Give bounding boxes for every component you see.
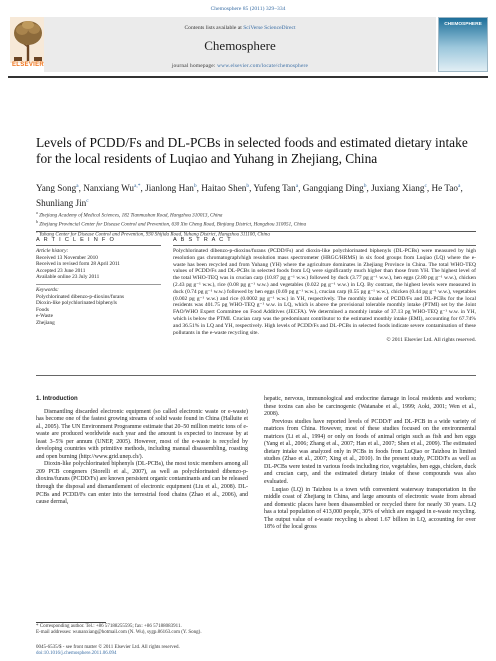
paragraph: Luqiao (LQ) in Taizhou is a town with convenient waterway transportation in the middle coast of Zhejiang in China, and large amounts of electronic waste from abroad and domestic places have been disassembled or recycled there for nearly 30 years. LQ has a total population of 413,000 people, 30% of which are engaged in e-waste recycling. The output value of e-waste recycling is about 1.67 billion in LQ, accounting for over 18% of the local gross [264,486,476,531]
author[interactable]: Juxiang Xiang$^c$ [371,183,427,194]
keyword: Foods [36,306,49,313]
contents-line [44,25,436,31]
history-item: Accepted 23 June 2011 [36,267,86,274]
article-info-heading: A R T I C L E I N F O [36,237,161,246]
affiliation: Yuhang Center for Disease Control and Prevention, 930 Shijida Road, Yuhang District, Hangzhou 311100, China [39,231,270,238]
affiliation: $^b$ Zhejiang Provincial Center for Disease Control and Prevention, 630 Xin Cheng Road, Binjiang District, Hangzhou 310051, China [36,219,307,228]
abstract-text: Polychlorinated dibenzo-p-dioxins/furans (PCDD/Fs) and dioxin-like polychlorinated biphenyls (DL-PCBs) were measured by high resolution gas chromatograph/high resolution mass spectrometer (HRGC/HRMS) in six food groups from Luqiao (LQ) where the e-waste has been recycled and from Yuhang (YH) where the agriculture dominates in Zhejiang Province in China. The total WHO-TEQ values of PCDD/Fs and DL-PCBs in selected foods from LQ were significantly much higher than those from YH. The highest level of the total WHO-TEQ was in crucian carp (10.87 pg g⁻¹ w.w.) followed by duck (3.77 pg g⁻¹ w.w.), hen eggs (2.80 pg g⁻¹ w.w.), chicken (2.43 pg g⁻¹ w.w.), rice (0.08 pg g⁻¹ w.w.) and vegetables (0.022 pg g⁻¹ w.w.) in LQ. By contrast, the highest levels were measured in duck (0.74 pg g⁻¹ w.w.) followed by hen eggs (0.69 pg g⁻¹ w.w.), crucian carp (0.55 pg g⁻¹ w.w.), chicken (0.44 pg g⁻¹ w.w.), vegetables (0.002 pg g⁻¹ w.w.) and rice (0.0002 pg g⁻¹ w.w.) in YH, respectively. The monthly intake of PCDD/Fs and DL-PCBs for the local residents was 401.75 pg WHO-TEQ g⁻¹ w.w. in LQ, which is above the provisional tolerable monthly intake (PTMI) set by the Joint FAO/WHO Expert Committee on Food Additives (JECFA). We determined a monthly intake of 37.13 pg WHO-TEQ g⁻¹ w.w. in YH, which is below the PTMI. Crucian carp was the predominant contributor to the estimated monthly intake (EMI), accounting for 67.74% and 36.51% in LQ and YH, respectively. High levels of PCDD/Fs and DL-PCBs in selected foods indicate severe contamination of these pollutants in the e-waste recycling site. [173,248,476,336]
homepage-label: journal homepage: [171,63,218,69]
keywords-label: Keywords: [36,287,59,293]
doi-link[interactable]: doi:10.1016/j.chemosphere.2011.06.094 [36,651,117,656]
paragraph: hepatic, nervous, immunological and endocrine damage in local residents and workers; these toxins can also be carcinogenic (Watanabe et al., 1999; Aoki, 2001; Wen et al., 2008). [264,396,476,418]
journal-cover-thumbnail[interactable] [438,17,488,72]
corresponding-author-footnote [36,624,248,636]
article-title: Levels of PCDD/Fs and DL-PCBs in selected foods and estimated dietary intake for the local residents of Luqiao and Yuhang in Zhejiang, China [36,135,468,166]
author[interactable]: He Tao$^a$ [431,183,461,194]
issn-line: 0045-6535/$ - see front matter © 2011 Elsevier Ltd. All rights reserved. [36,645,180,650]
elsevier-tree-logo [10,17,46,63]
footnote-divider [36,622,106,623]
author-list: Yang Song$^a$, Nanxiang $Wu^{a,*}$, Jianlong Han$^b$, Haitao Shen$^b$, Yufeng Tan$^a$, Gangqiang Ding$^b$, Juxiang Xiang$^c$, He Tao$^a$, Shunliang Jin$^c$ [36,183,463,208]
cover-title: CHEMOSPHERE [444,22,482,27]
abstract-heading: A B S T R A C T [173,237,476,246]
author[interactable]: Yang Song$^a$ [36,183,79,194]
body-column-left [36,396,248,507]
publisher-name: ELSEVIER [11,62,45,68]
affiliation: $^a$ Zhejiang Academy of Medical Sciences, 182 Tianmushan Road, Hangzhou 310013, China [36,210,223,219]
journal-citation[interactable]: Chemosphere 85 (2011) 329–334 [210,6,286,12]
author[interactable]: Nanxiang $Wu^{a,*}$ [83,183,141,194]
keyword: e-Waste [36,313,53,319]
keywords-divider [36,284,161,285]
author[interactable]: Jianlong Han$^b$ [145,183,197,194]
front-matter-footer [36,645,336,657]
email-addresses[interactable]: E-mail addresses: wunanxiang@hotmail.com (N. Wu), sygp.86163.com (Y. Song). [36,630,202,635]
abstract-body [173,248,476,344]
abstract-copyright: © 2011 Elsevier Ltd. All rights reserved. [386,337,476,344]
sciencedirect-link[interactable]: SciVerse ScienceDirect [243,25,296,31]
keyword: Polychlorinated dibenzo-p-dioxins/furans [36,293,125,300]
history-item: Received 13 November 2010 [36,254,98,261]
header-divider [8,76,488,78]
corresponding-author: * Corresponding author. Tel.: +86 57188255595; fax: +86 57188083911. [36,624,182,629]
body-column-right [264,396,476,532]
author[interactable]: Yufeng Tan$^a$ [253,183,299,194]
journal-name: Chemosphere [204,38,276,53]
paragraph: Dioxin-like polychlorinated biphenyls (DL-PCBs), the most toxic members among all 209 PCB congeners (Storelli et al., 2007), as well as polychlorinated dibenzo-p-dioxins/furans (PCDD/Fs) are known persistent organic contaminants and can be released through the disposal and dismantlement of electronic equipment (Liu et al., 2008). DL-PCBs and PCDD/Fs can enter into the terrestrial food chains (Zhao et al., 2006), and cause dermal, [36,461,248,506]
keyword: Dioxin-like polychlorinated biphenyls [36,300,117,306]
contents-text: Contents lists available at [184,25,244,31]
history-item: Available online 23 July 2011 [36,274,100,280]
keyword: Zhejiang [36,319,55,326]
homepage-link[interactable]: www.elsevier.com/locate/chemosphere [217,63,309,69]
history-label: Article history: [36,248,69,254]
abstract-divider [36,375,476,376]
paragraph: Dismantling discarded electronic equipment (so called electronic waste or e-waste) has become one of the fastest growing streams of solid waste found in China (Halluite et al., 2005). The UN Environment Programme estimate that 20–50 million metric tons of e-waste are produced worldwide each year and the amount is expected to increase by at least 3–5% per annum (UNEP, 2005). However, most of the e-waste is recycled by developing countries with primitive methods, including manual disassembling, roasting and open burning (http://www.grid.unep.ch/). [36,408,248,460]
affiliation-list [36,210,476,238]
article-info [36,248,161,326]
author[interactable]: Shunliang Jin$^c$ [36,197,89,208]
journal-homepage-line [44,63,436,69]
author[interactable]: Gangqiang Ding$^b$ [302,183,367,194]
history-item: Received in revised form 28 April 2011 [36,261,120,267]
paragraph: Previous studies have reported levels of PCDD/F and DL-PCB in a wide variety of matrices from China. However, most of these studies focused on the environmental matrices (Li et al., 1994) or only on foods of animal origin such as fish and hen eggs (Yang et al., 2006; Zhang et al., 2007; Han et al., 2007; Shen et al., 2009). The estimated dietary intake was analyzed only in PCBs in foods from LuQiao or Taizhou in limited studies (Zhao et al., 2007; Xing et al., 2010). In the present study, PCDD/Fs as well as DL-PCBs were tested in various foods including rice, vegetables, hen eggs, chicken, duck and crucian carp, and the estimated dietary intake of these compounds was also evaluated. [264,418,477,486]
author[interactable]: Haitao Shen$^b$ [201,183,250,194]
affiliation-divider [36,231,476,232]
section-heading-introduction: 1. Introduction [36,396,78,402]
